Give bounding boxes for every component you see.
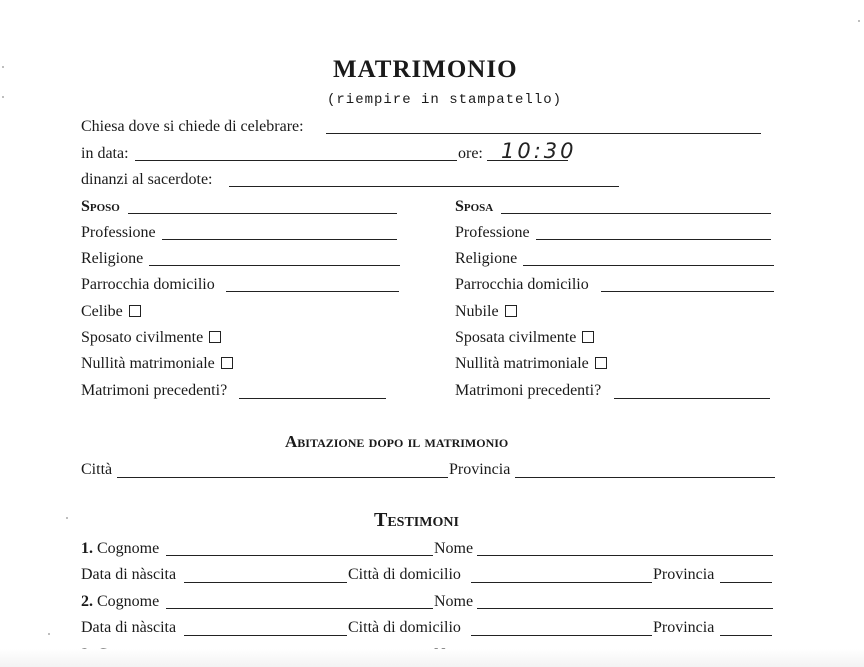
witness-2-surname-label: Cognome [97, 593, 160, 610]
bride-religion-label: Religione [455, 250, 518, 267]
bride-heading: Sposa [455, 198, 494, 215]
witness-2-city-field[interactable] [471, 635, 652, 636]
page-subtitle: (riempire in stampatello) [327, 92, 563, 108]
witness-2-surname-field[interactable] [166, 608, 433, 609]
witness-1-birth-field[interactable] [184, 582, 347, 583]
groom-nullity-label: Nullità matrimoniale [81, 355, 215, 372]
groom-parish-label: Parrocchia domicilio [81, 276, 215, 293]
groom-civil-label: Sposato civilmente [81, 329, 204, 346]
groom-previous-label: Matrimoni precedenti? [81, 382, 228, 399]
bride-single-checkbox[interactable] [505, 305, 517, 317]
bride-single-label: Nubile [455, 303, 499, 320]
witness-1-surname-label: Cognome [97, 540, 160, 557]
bride-civil-checkbox[interactable] [582, 331, 594, 343]
bride-profession-label: Professione [455, 224, 530, 241]
groom-civil-row [81, 328, 221, 348]
page-title: MATRIMONIO [333, 56, 518, 83]
scan-speck [858, 20, 860, 22]
groom-parish-field[interactable] [226, 291, 399, 292]
bride-previous-label: Matrimoni precedenti? [455, 382, 602, 399]
witness-2-city-label: Città di domicilio [348, 619, 461, 636]
witnesses-heading: Testimoni [374, 509, 459, 531]
witness-2-birth-field[interactable] [184, 635, 347, 636]
groom-previous-field[interactable] [239, 398, 386, 399]
church-label: Chiesa dove si chiede di celebrare: [81, 118, 304, 135]
witness-2-name-field[interactable] [477, 608, 773, 609]
bride-nullity-label: Nullità matrimoniale [455, 355, 589, 372]
scan-speck [2, 66, 4, 68]
bride-name-field[interactable] [501, 213, 771, 214]
groom-nullity-checkbox[interactable] [221, 357, 233, 369]
time-label: ore: [458, 145, 483, 162]
residence-heading: Abitazione dopo il matrimonio [285, 432, 509, 451]
residence-city-field[interactable] [117, 477, 448, 478]
witness-1-province-label: Provincia [653, 566, 715, 583]
bride-nullity-row [455, 354, 607, 374]
residence-province-field[interactable] [515, 477, 775, 478]
witness-1-name-label: Nome [434, 540, 474, 557]
groom-religion-label: Religione [81, 250, 144, 267]
witness-2-number: 2. [81, 593, 93, 610]
bride-previous-field[interactable] [614, 398, 770, 399]
witness-2-name-label: Nome [434, 593, 474, 610]
witness-1-birth-label: Data di nàscita [81, 566, 177, 583]
scan-speck [48, 633, 50, 635]
bride-civil-row [455, 328, 594, 348]
witness-1-surname-row [81, 539, 159, 559]
bride-religion-field[interactable] [523, 265, 774, 266]
groom-single-checkbox[interactable] [129, 305, 141, 317]
witness-1-province-field[interactable] [720, 582, 772, 583]
priest-field[interactable] [229, 186, 619, 187]
scan-bottom-shade [0, 649, 864, 667]
date-label: in data: [81, 145, 129, 162]
witness-1-number: 1. [81, 540, 93, 557]
residence-city-label: Città [81, 461, 113, 478]
witness-2-birth-label: Data di nàscita [81, 619, 177, 636]
bride-single-row [455, 302, 517, 322]
groom-nullity-row [81, 354, 233, 374]
groom-profession-label: Professione [81, 224, 156, 241]
groom-single-label: Celibe [81, 303, 123, 320]
scan-speck [66, 517, 68, 519]
date-field[interactable] [135, 160, 457, 161]
groom-civil-checkbox[interactable] [209, 331, 221, 343]
scan-speck [2, 96, 4, 98]
witness-2-province-field[interactable] [720, 635, 772, 636]
bride-parish-field[interactable] [601, 291, 774, 292]
bride-parish-label: Parrocchia domicilio [455, 276, 589, 293]
bride-civil-label: Sposata civilmente [455, 329, 577, 346]
time-value: 10:30 [501, 139, 577, 163]
groom-single-row [81, 302, 141, 322]
witness-2-surname-row [81, 592, 159, 612]
church-field[interactable] [326, 133, 761, 134]
groom-heading: Sposo [81, 198, 120, 215]
witness-1-surname-field[interactable] [166, 555, 433, 556]
witness-1-city-label: Città di domicilio [348, 566, 461, 583]
witness-2-province-label: Provincia [653, 619, 715, 636]
bride-profession-field[interactable] [536, 239, 771, 240]
groom-name-field[interactable] [128, 213, 397, 214]
witness-1-name-field[interactable] [477, 555, 773, 556]
groom-religion-field[interactable] [149, 265, 400, 266]
residence-province-label: Provincia [449, 461, 511, 478]
bride-nullity-checkbox[interactable] [595, 357, 607, 369]
groom-profession-field[interactable] [162, 239, 397, 240]
priest-label: dinanzi al sacerdote: [81, 171, 213, 188]
witness-1-city-field[interactable] [471, 582, 652, 583]
